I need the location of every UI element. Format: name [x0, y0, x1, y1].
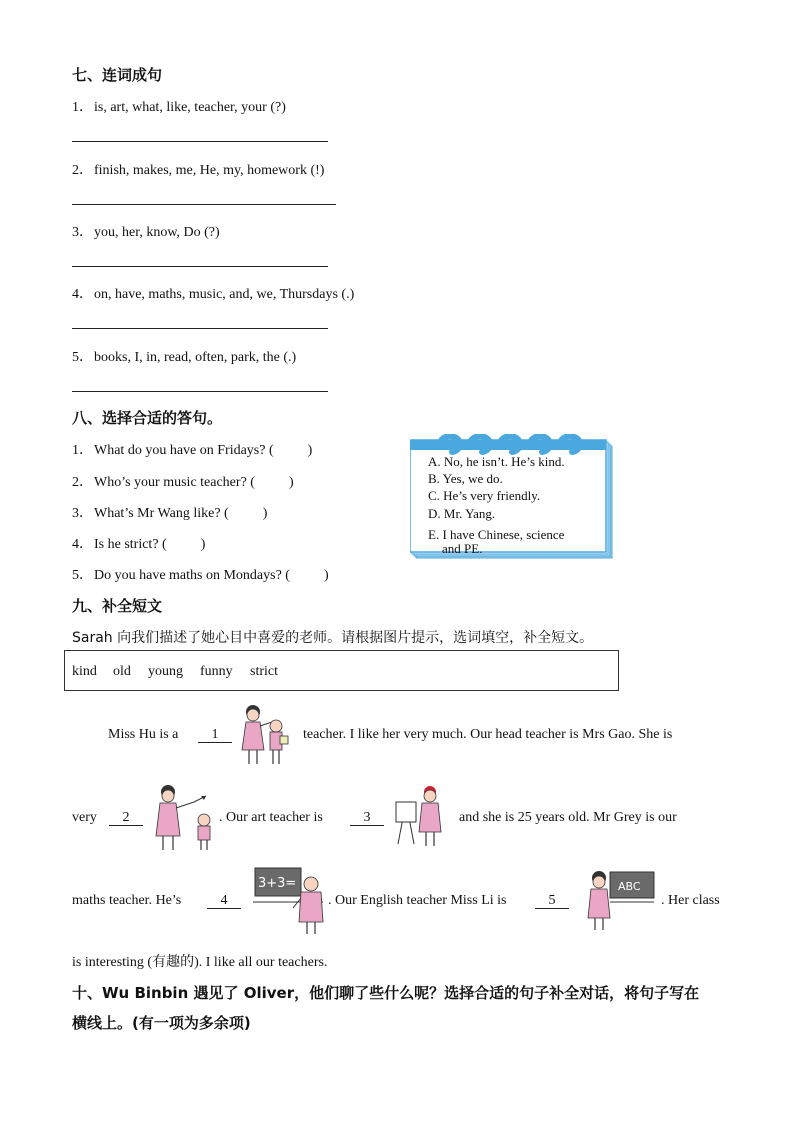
passage-line-3a: maths teacher. He’s	[72, 893, 182, 908]
word-kind: kind	[72, 664, 97, 679]
section-9-instruction: Sarah 向我们描述了她心目中喜爱的老师。请根据图片提示，选词填空，补全短文。	[72, 630, 594, 646]
section-10-title-cont: 横线上。(有一项为多余项)	[72, 1014, 251, 1032]
option-e-cont: and PE.	[442, 541, 483, 556]
answer-line-3[interactable]	[72, 266, 328, 267]
reorder-item-3: 3．you, her, know, Do (?)	[72, 225, 220, 240]
question-4: 4．Is he strict? ( )	[72, 537, 206, 552]
option-c: C. He’s very friendly.	[428, 488, 541, 503]
options-card	[410, 434, 614, 560]
answer-line-4[interactable]	[72, 328, 328, 329]
passage-line-1b: teacher. I like her very much. Our head teacher is Mrs Gao. She is	[303, 727, 673, 742]
word-bank	[64, 650, 619, 691]
passage-line-2b: . Our art teacher is	[219, 810, 323, 825]
word-young: young	[148, 664, 183, 679]
passage-line-4: is interesting (有趣的). I like all our teachers.	[72, 955, 328, 970]
question-5: 5．Do you have maths on Mondays? ( )	[72, 568, 329, 583]
blank-4[interactable]: 4	[207, 893, 241, 909]
question-3: 3．What’s Mr Wang like? ( )	[72, 506, 268, 521]
blank-1[interactable]: 1	[198, 727, 232, 743]
reorder-item-1: 1．is, art, what, like, teacher, your (?)	[72, 100, 286, 115]
question-2: 2．Who’s your music teacher? ( )	[72, 475, 294, 490]
section-8-title: 八、选择合适的答句。	[72, 409, 223, 427]
passage-line-2c: and she is 25 years old. Mr Grey is our	[459, 810, 677, 825]
option-d: D. Mr. Yang.	[428, 506, 496, 521]
reorder-item-5: 5．books, I, in, read, often, park, the (.)	[72, 350, 297, 365]
option-b: B. Yes, we do.	[428, 471, 503, 486]
option-e: E. I have Chinese, science	[428, 527, 565, 542]
maths-teacher-board-icon	[253, 866, 327, 936]
question-1: 1．What do you have on Fridays? ( )	[72, 443, 313, 458]
blank-5[interactable]: 5	[535, 893, 569, 909]
teacher-pointing-icon	[150, 784, 222, 852]
section-7-title: 七、连词成句	[72, 66, 163, 84]
passage-line-3c: . Her class	[661, 893, 720, 908]
teacher-with-student-icon	[238, 702, 290, 768]
word-old: old	[113, 664, 131, 679]
section-9-title: 九、补全短文	[72, 597, 163, 615]
blank-3[interactable]: 3	[350, 810, 384, 826]
passage-line-2a: very	[72, 810, 97, 825]
board-text-1: 3+3=	[258, 876, 297, 891]
art-teacher-easel-icon	[392, 784, 446, 850]
board-text-2: ABC	[618, 880, 641, 893]
word-funny: funny	[200, 664, 233, 679]
answer-line-1[interactable]	[72, 141, 328, 142]
reorder-item-2: 2．finish, makes, me, He, my, homework (!)	[72, 163, 325, 178]
passage-line-1a: Miss Hu is a	[108, 727, 179, 742]
english-teacher-board-icon	[586, 868, 656, 932]
word-strict: strict	[250, 664, 278, 679]
reorder-item-4: 4．on, have, maths, music, and, we, Thursdays (.)	[72, 287, 355, 302]
blank-2[interactable]: 2	[109, 810, 143, 826]
option-a: A. No, he isn’t. He’s kind.	[428, 454, 565, 469]
answer-line-5[interactable]	[72, 391, 328, 392]
section-10-title: 十、Wu Binbin 遇见了 Oliver，他们聊了些什么呢？选择合适的句子补全对话，将句子写在	[72, 984, 700, 1002]
answer-line-2[interactable]	[72, 204, 336, 205]
passage-line-3b: . Our English teacher Miss Li is	[328, 893, 507, 908]
